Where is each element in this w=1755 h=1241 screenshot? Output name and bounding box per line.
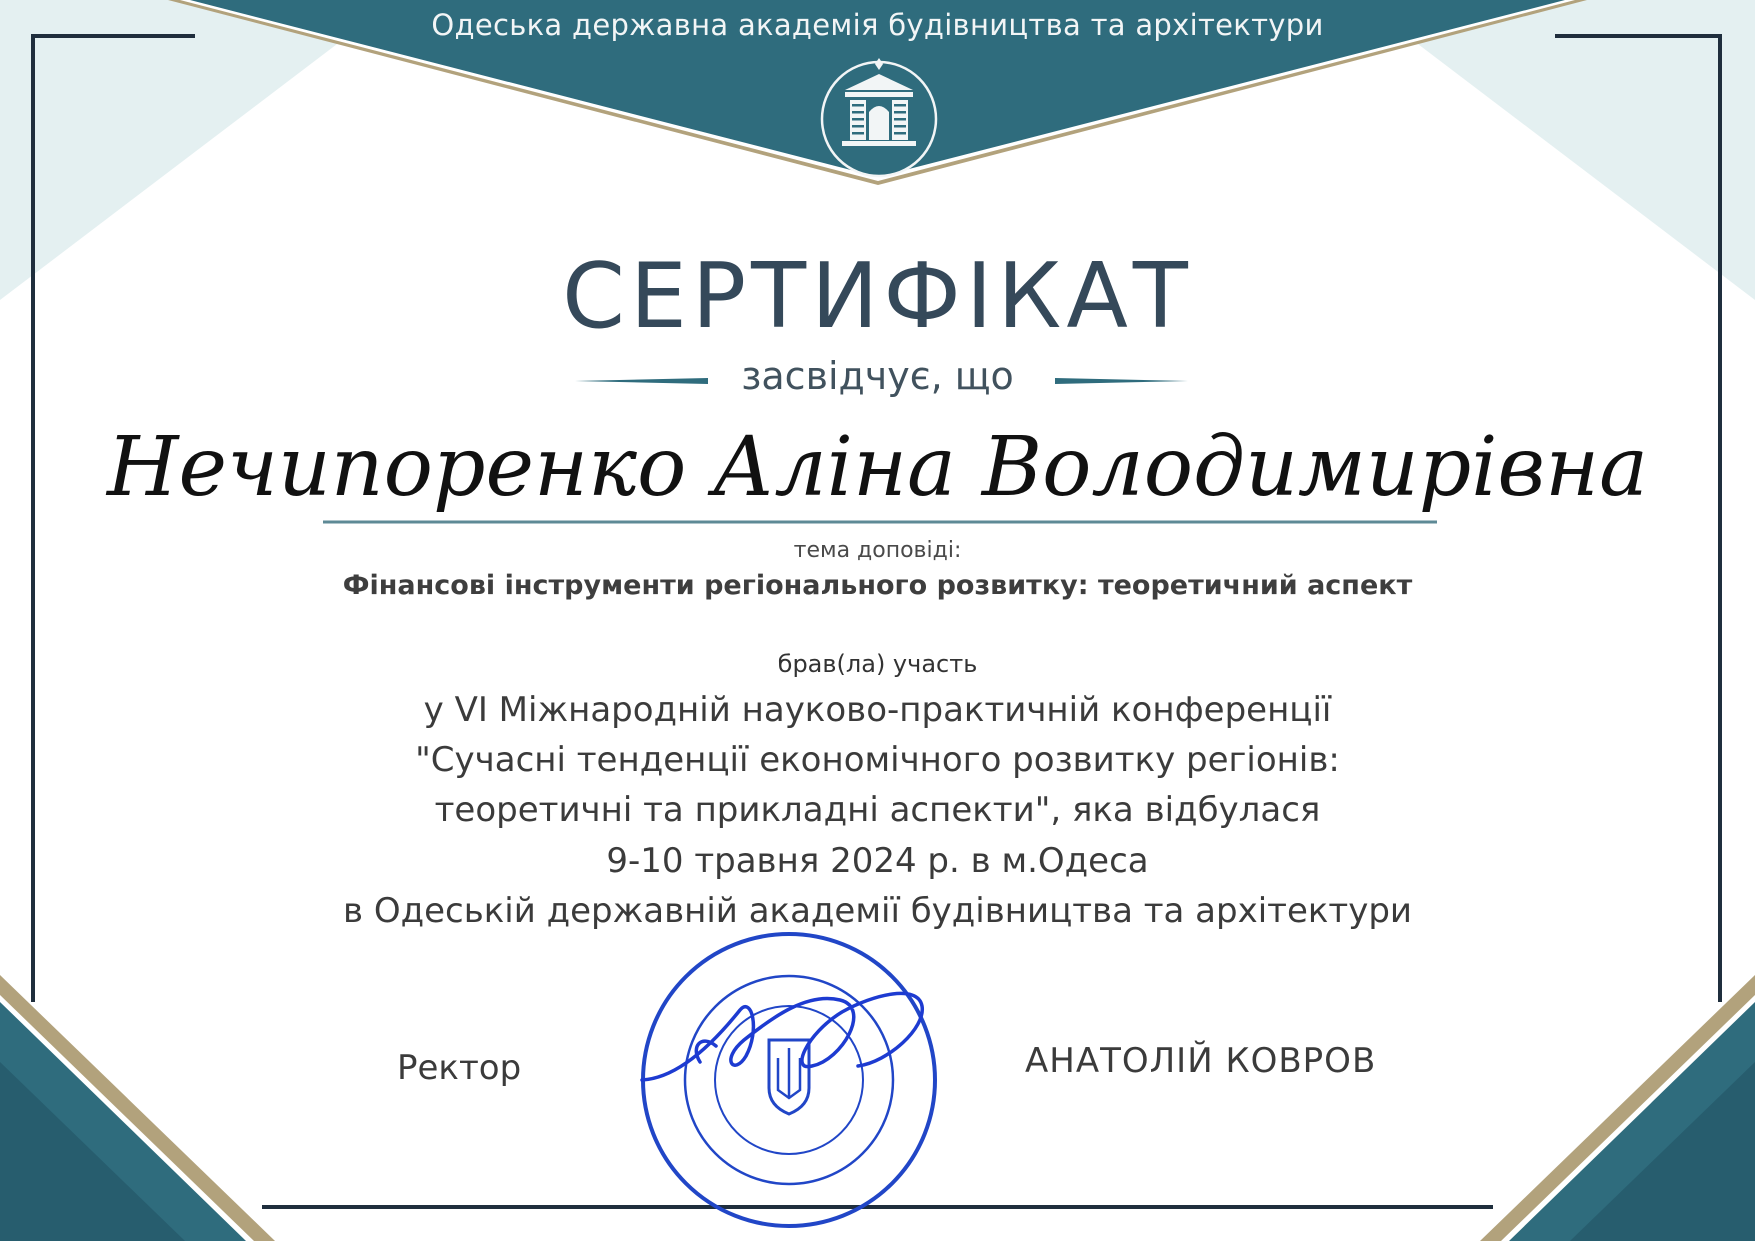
topic-label: тема доповіді:: [793, 538, 962, 563]
participation-text: брав(ла) участь: [777, 650, 978, 678]
rector-name: АНАТОЛІЙ КОВРОВ: [1025, 1041, 1377, 1081]
conference-line: у VI Міжнародній науково-практичній конференції: [423, 690, 1332, 730]
academy-header: Одеська державна академія будівництва та архітектури: [431, 8, 1324, 42]
conference-title-line: теоретичні та прикладні аспекти", яка відбулася: [434, 790, 1321, 830]
certificate-title: СЕРТИФІКАТ: [562, 244, 1193, 349]
official-stamp: [643, 934, 935, 1226]
certificate-subtitle: засвідчує, що: [741, 354, 1014, 398]
recipient-name: Нечипоренко Аліна Володимирівна: [106, 420, 1649, 515]
conference-date-line: 9-10 травня 2024 р. в м.Одеса: [606, 841, 1149, 881]
conference-venue-line: в Одеській державній академії будівництва та архітектури: [342, 891, 1413, 931]
rector-label: Ректор: [397, 1048, 522, 1088]
conference-title-line: "Сучасні тенденції економічного розвитку регіонів:: [415, 740, 1340, 780]
report-topic: Фінансові інструменти регіонального розвитку: теоретичний аспект: [342, 570, 1413, 601]
